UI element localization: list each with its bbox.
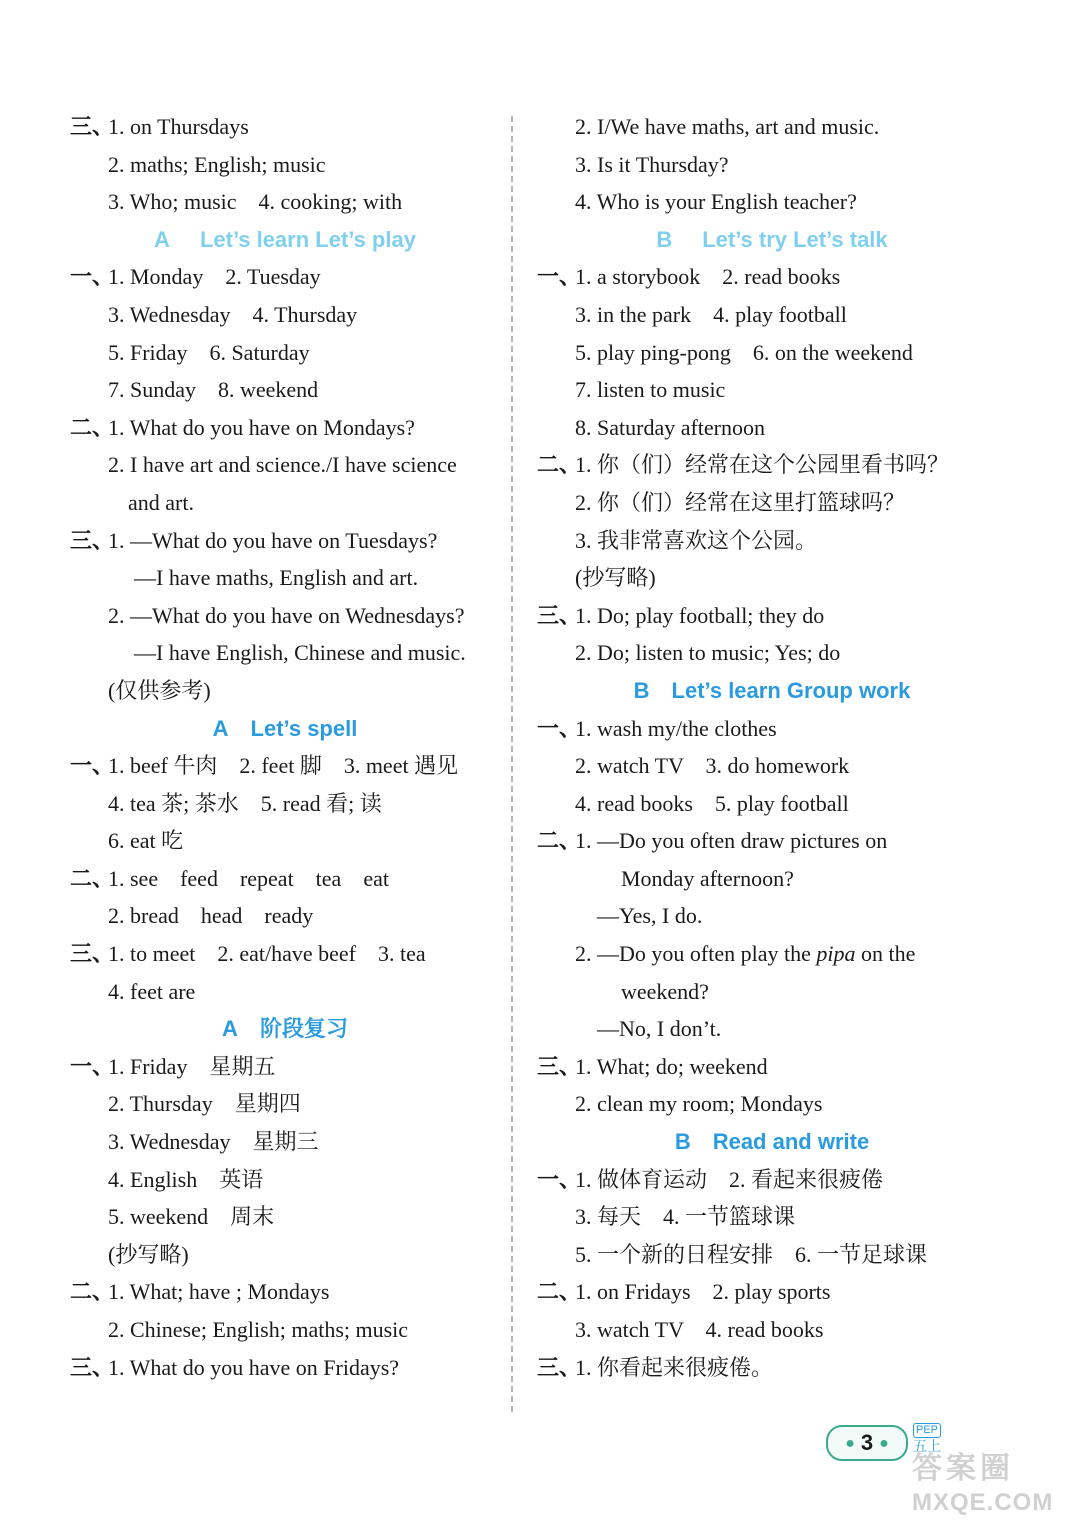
answer-line (70, 1161, 500, 1199)
section-title: Let’s try Let’s talk (702, 226, 888, 252)
answer-line (70, 522, 500, 560)
question-number: 二、 (537, 1279, 582, 1305)
answer-text: 3. Who; music 4. cooking; with (108, 189, 403, 215)
answer-line (70, 935, 500, 973)
answer-text: 4. feet are (108, 978, 196, 1004)
answer-line (537, 1048, 1007, 1086)
answer-text: 1. Monday 2. Tuesday (108, 264, 321, 290)
question-number: 一、 (70, 264, 115, 290)
section-title: Read and write (712, 1129, 870, 1155)
page-number-badge (826, 1425, 908, 1461)
answer-text: 3. Wednesday 4. Thursday (108, 301, 358, 327)
answer-text: 1. What; do; weekend (575, 1053, 768, 1079)
section-heading (537, 1123, 1007, 1161)
answer-line (537, 822, 1007, 860)
answer-line (537, 559, 1007, 597)
question-number: 二、 (537, 452, 582, 478)
answer-line (70, 1123, 500, 1161)
column-divider (511, 116, 513, 1412)
answer-line (537, 484, 1007, 522)
answer-text: 1. to meet 2. eat/have beef 3. tea (108, 941, 426, 967)
answer-text: 2. —Do you often play the pipa on the (575, 941, 916, 967)
answer-line (70, 747, 500, 785)
answer-text: (抄写略) (108, 1241, 189, 1267)
answer-line (537, 1349, 1007, 1387)
answer-line (70, 1349, 500, 1387)
answer-text: 4. Who is your English teacher? (575, 189, 857, 215)
answer-line (537, 634, 1007, 672)
answer-text: 4. English 英语 (108, 1166, 264, 1192)
section-title: Let’s learn Let’s play (199, 226, 416, 252)
answer-line (537, 522, 1007, 560)
dot-icon: ● (879, 1435, 889, 1452)
answer-text: —I have maths, English and art. (134, 565, 419, 591)
answer-text: —Yes, I do. (597, 903, 703, 929)
question-number: 一、 (70, 1053, 115, 1079)
section-title: Let’s learn Group work (671, 677, 911, 703)
answer-text: 8. Saturday afternoon (575, 414, 765, 440)
answer-line (70, 484, 500, 522)
answer-line (70, 785, 500, 823)
answer-line (537, 108, 1007, 146)
answer-text: 3. 每天 4. 一节篮球课 (575, 1204, 796, 1230)
question-number: 一、 (537, 264, 582, 290)
answer-text: (仅供参考) (108, 677, 211, 703)
answer-text: 1. 你看起来很疲倦。 (575, 1354, 774, 1380)
answer-text: 5. weekend 周末 (108, 1204, 275, 1230)
answer-line (537, 183, 1007, 221)
answer-line (70, 897, 500, 935)
section-tag: A (154, 226, 170, 252)
answer-text: 2. I/We have maths, art and music. (575, 114, 880, 139)
edition-label: PEP (913, 1423, 941, 1438)
answer-text: 1. Do; play football; they do (575, 602, 825, 628)
watermark-url: MXQE.COM (912, 1489, 1054, 1516)
section-tag: B (633, 677, 650, 703)
answer-line (70, 146, 500, 184)
answer-line (537, 334, 1007, 372)
answer-line (70, 1311, 500, 1349)
section-heading (70, 221, 500, 259)
answer-text: (抄写略) (575, 565, 656, 591)
question-number: 三、 (70, 114, 115, 139)
answer-line (537, 1161, 1007, 1199)
answer-text: 5. 一个新的日程安排 6. 一节足球课 (575, 1241, 928, 1267)
answer-text: and art. (128, 489, 194, 515)
watermark-title: 答案圈 (912, 1452, 1014, 1485)
question-number: 一、 (537, 715, 582, 741)
answer-line (537, 973, 1007, 1011)
question-number: 一、 (537, 1166, 582, 1192)
answer-text: 1. on Thursdays (108, 114, 249, 139)
answer-line (70, 634, 500, 672)
answer-text: 2. 你（们）经常在这里打篮球吗？ (575, 489, 906, 515)
answer-line (70, 409, 500, 447)
question-number: 三、 (537, 1053, 582, 1079)
question-number: 二、 (70, 865, 115, 891)
left-column (70, 108, 500, 1386)
section-heading (70, 1010, 500, 1048)
answer-line (537, 258, 1007, 296)
answer-text: 5. Friday 6. Saturday (108, 339, 310, 365)
section-tag: A (222, 1016, 238, 1042)
answer-line (70, 446, 500, 484)
answer-line (537, 1311, 1007, 1349)
answer-line (537, 935, 1007, 973)
answer-line (537, 710, 1007, 748)
answer-line (537, 1198, 1007, 1236)
dot-icon: ● (845, 1435, 855, 1452)
answer-text: —No, I don’t. (597, 1016, 722, 1042)
answer-text: 2. Thursday 星期四 (108, 1091, 301, 1117)
answer-text: 3. watch TV 4. read books (575, 1317, 824, 1342)
answer-text: 1. Friday 星期五 (108, 1053, 276, 1079)
answer-text: 2. bread head ready (108, 903, 314, 929)
answer-line (70, 597, 500, 635)
answer-text: 1. 你（们）经常在这个公园里看书吗？ (575, 452, 950, 478)
answer-line (537, 597, 1007, 635)
question-number: 一、 (70, 753, 115, 779)
answer-text: 1. a storybook 2. read books (575, 264, 841, 290)
answer-text: —I have English, Chinese and music. (134, 640, 466, 666)
answer-line (70, 559, 500, 597)
grade-label: 五上 (913, 1438, 941, 1454)
right-column (537, 108, 1007, 1386)
answer-text: 3. in the park 4. play football (575, 301, 847, 327)
answer-text: 2. I have art and science./I have science (108, 452, 457, 478)
answer-text: 1. wash my/the clothes (575, 715, 777, 741)
answer-line (70, 1236, 500, 1274)
answer-text: 2. maths; English; music (108, 151, 326, 177)
question-number: 二、 (70, 414, 115, 440)
answer-line (537, 897, 1007, 935)
section-title: 阶段复习 (259, 1016, 348, 1042)
answer-text: 1. What do you have on Fridays? (108, 1354, 400, 1380)
answer-text: 4. tea 茶; 茶水 5. read 看; 读 (108, 790, 382, 816)
question-number: 三、 (70, 1354, 115, 1380)
section-heading (537, 672, 1007, 710)
answer-line (537, 1236, 1007, 1274)
answer-text: 1. beef 牛肉 2. feet 脚 3. meet 遇见 (108, 753, 459, 779)
answer-line (537, 1010, 1007, 1048)
answer-text: 4. read books 5. play football (575, 790, 849, 816)
answer-line (537, 371, 1007, 409)
answer-line (70, 822, 500, 860)
question-number: 三、 (537, 1354, 582, 1380)
answer-text: 6. eat 吃 (108, 828, 184, 854)
answer-line (537, 146, 1007, 184)
answer-text: 1. on Fridays 2. play sports (575, 1279, 831, 1305)
section-heading (537, 221, 1007, 259)
answer-line (70, 672, 500, 710)
answer-line (70, 108, 500, 146)
answer-text: 5. play ping-pong 6. on the weekend (575, 339, 913, 365)
answer-text: weekend? (621, 978, 709, 1004)
page-number: 3 (860, 1430, 874, 1455)
answer-line (70, 1085, 500, 1123)
answer-line (70, 1273, 500, 1311)
answer-line (70, 334, 500, 372)
answer-text: 1. What do you have on Mondays? (108, 414, 415, 440)
question-number: 三、 (70, 941, 115, 967)
answer-line (70, 371, 500, 409)
answer-line (70, 183, 500, 221)
answer-line (537, 1273, 1007, 1311)
answer-line (70, 258, 500, 296)
question-number: 三、 (70, 527, 115, 553)
section-tag: B (674, 1129, 691, 1155)
answer-line (537, 296, 1007, 334)
answer-text: 2. clean my room; Mondays (575, 1091, 823, 1117)
answer-line (537, 785, 1007, 823)
answer-line (70, 973, 500, 1011)
answer-text: 1. —What do you have on Tuesdays? (108, 527, 438, 553)
watermark-logo (912, 1450, 1062, 1530)
answer-text: 1. see feed repeat tea eat (108, 865, 389, 891)
answer-line (70, 296, 500, 334)
answer-text: 2. —What do you have on Wednesdays? (108, 602, 465, 628)
answer-text: 7. listen to music (575, 377, 726, 403)
answer-text: 1. —Do you often draw pictures on (575, 828, 888, 854)
answer-text: 2. watch TV 3. do homework (575, 753, 850, 779)
answer-line (537, 446, 1007, 484)
answer-text: 1. 做体育运动 2. 看起来很疲倦 (575, 1166, 884, 1192)
section-title: Let’s spell (250, 715, 358, 741)
answer-text: 3. 我非常喜欢这个公园。 (575, 527, 818, 553)
section-tag: A (212, 715, 229, 741)
answer-line (70, 1198, 500, 1236)
answer-line (537, 860, 1007, 898)
answer-text: 2. Chinese; English; maths; music (108, 1317, 409, 1342)
answer-line (70, 1048, 500, 1086)
answer-text: 3. Wednesday 星期三 (108, 1129, 319, 1155)
answer-line (537, 409, 1007, 447)
answer-text: 1. What; have ; Mondays (108, 1279, 330, 1305)
answer-text: Monday afternoon? (621, 865, 794, 891)
question-number: 二、 (537, 828, 582, 854)
section-heading (70, 710, 500, 748)
answer-line (70, 860, 500, 898)
answer-line (537, 747, 1007, 785)
question-number: 三、 (537, 602, 582, 628)
question-number: 二、 (70, 1279, 115, 1305)
section-tag: B (656, 226, 673, 252)
answer-line (537, 1085, 1007, 1123)
answer-text: 3. Is it Thursday? (575, 151, 729, 177)
answer-text: 2. Do; listen to music; Yes; do (575, 640, 841, 666)
answer-text: 7. Sunday 8. weekend (108, 377, 319, 403)
